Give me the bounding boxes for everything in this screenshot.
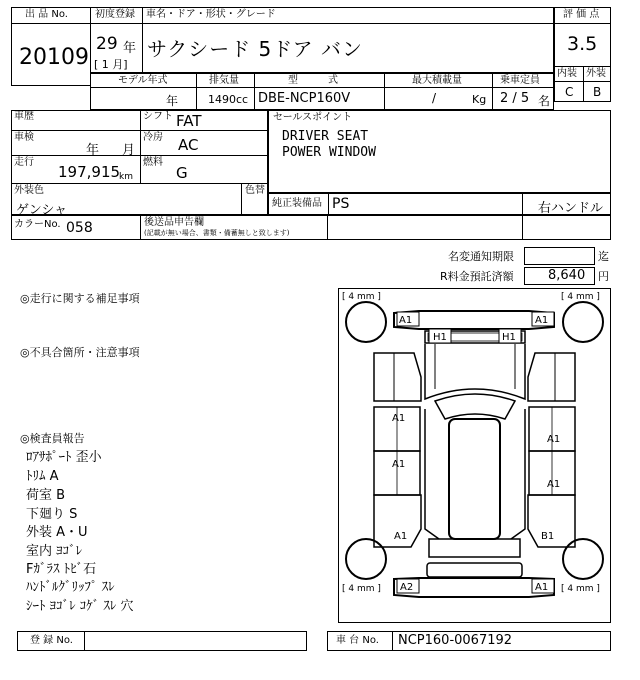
displacement-label: 排気量 xyxy=(209,75,239,86)
roof xyxy=(449,419,500,539)
damage-mark: A1 xyxy=(535,315,549,326)
inspector-item: 外装 A・U xyxy=(26,525,88,540)
fuel-label: 燃料 xyxy=(143,157,163,168)
recycle-fee-amount: 8,640 xyxy=(548,268,586,283)
damage-mark: H1 xyxy=(433,332,447,343)
inspector-item: 荷室 B xyxy=(26,488,66,503)
rear-left-tire-icon xyxy=(346,539,386,579)
first-registration-label: 初度登録 xyxy=(95,9,135,20)
exterior-color: ゲンシャ xyxy=(16,203,68,218)
color-number-label: カラーNo. xyxy=(14,219,61,230)
ac-label: 冷房 xyxy=(143,132,163,143)
genuine-equipment-value: PS xyxy=(332,196,350,212)
damage-mark: A1 xyxy=(547,434,561,445)
ac-value: AC xyxy=(178,136,199,154)
registration-number-label: 登 録 No. xyxy=(30,635,73,646)
damage-diagram xyxy=(338,288,611,623)
documents-label: 後送品申告欄 xyxy=(144,217,204,228)
model-code-label: 型 式 xyxy=(288,75,338,86)
max-load-label: 最大積載量 xyxy=(412,75,462,86)
right-front-fender xyxy=(528,353,575,401)
damage-mark: A1 xyxy=(547,479,561,490)
damage-mark: B1 xyxy=(541,531,555,542)
tire-depth-rr: [ 4 mm ] xyxy=(561,584,600,594)
damage-mark: H1 xyxy=(502,332,516,343)
shift-value: FAT xyxy=(176,112,202,130)
exterior-grade: B xyxy=(593,85,602,99)
inspector-item: ﾊﾝﾄﾞﾙｸﾞﾘｯﾌﾟ ｽﾚ xyxy=(26,580,115,595)
history-label: 車歴 xyxy=(14,111,34,122)
overall-score: 3.5 xyxy=(567,33,598,55)
tire-depth-rl: [ 4 mm ] xyxy=(342,584,381,594)
name-change-deadline-box xyxy=(524,247,595,265)
lot-number: 20109 xyxy=(19,45,89,70)
front-left-tire-icon xyxy=(346,302,386,342)
inspector-item: 室内 ﾖｺﾞﾚ xyxy=(26,544,83,559)
chassis-number-label: 車 台 No. xyxy=(336,635,379,646)
recycle-fee-unit: 円 xyxy=(598,270,609,283)
exterior-label: 外装 xyxy=(586,68,606,79)
color-number: 058 xyxy=(66,220,93,236)
max-load-unit: Kg xyxy=(472,93,487,106)
inspection-label: 車検 xyxy=(14,132,34,143)
recycle-fee-label: R料金預託済額 xyxy=(440,270,514,283)
lot-number-label: 出 品 No. xyxy=(25,9,68,20)
displacement-unit: cc xyxy=(236,93,249,106)
steering-side: 右ハンドル xyxy=(538,201,604,216)
damage-mark: A2 xyxy=(400,582,414,593)
capacity-label: 乗車定員 xyxy=(500,75,540,86)
registration-year-unit: 年 xyxy=(123,41,137,56)
inspection-year-unit: 年 xyxy=(86,143,100,158)
inspector-item: ｼｰﾄ ﾖｺﾞﾚ ｺｹﾞ ｽﾚ 穴 xyxy=(26,599,134,614)
car-name: サクシード 5ドア バン xyxy=(147,37,364,61)
defects-label: ◎不具合箇所・注意事項 xyxy=(20,346,140,359)
name-change-deadline-label: 名変通知期限 xyxy=(448,250,514,263)
model-year-label: モデル年式 xyxy=(118,75,168,86)
car-name-label: 車名・ドア・形状・グレード xyxy=(146,9,276,20)
documents-note: (記載が無い場合、書類・備蓄無しと致します) xyxy=(144,229,290,237)
mileage-value: 197,915 xyxy=(58,163,121,181)
sales-point-2: POWER WINDOW xyxy=(282,145,376,160)
color-number-row xyxy=(11,215,611,240)
inspector-item: ﾄﾘﾑ A xyxy=(26,469,59,484)
genuine-equipment-label: 純正装備品 xyxy=(272,198,322,209)
front-right-tire-icon xyxy=(563,302,603,342)
interior-grade: C xyxy=(565,85,574,99)
left-front-fender xyxy=(374,353,421,401)
sales-point-1: DRIVER SEAT xyxy=(282,129,369,144)
interior-label: 内装 xyxy=(557,68,577,79)
damage-mark: A1 xyxy=(399,315,413,326)
inspector-item: Fｶﾞﾗｽ ﾄﾋﾞ石 xyxy=(26,562,97,577)
tire-depth-fl: [ 4 mm ] xyxy=(342,292,381,302)
tire-depth-fr: [ 4 mm ] xyxy=(561,292,600,302)
registration-year: 29 xyxy=(96,34,118,54)
model-year-unit: 年 xyxy=(166,94,179,108)
rear-hatch xyxy=(429,539,520,557)
damage-mark: A1 xyxy=(535,582,549,593)
mileage-label: 走行 xyxy=(14,157,34,168)
mileage-unit: km xyxy=(119,172,133,182)
displacement-value: 1490 xyxy=(208,93,236,106)
model-code: DBE-NCP160V xyxy=(258,91,351,106)
damage-mark: A1 xyxy=(394,531,408,542)
inspector-item: 下廻り S xyxy=(26,507,78,522)
name-change-deadline-unit: 迄 xyxy=(598,250,609,263)
score-label: 評 価 点 xyxy=(563,9,600,20)
inspector-report-label: ◎検査員報告 xyxy=(20,432,85,445)
inspector-item: ﾛｱｻﾎﾟｰﾄ 歪小 xyxy=(26,450,102,465)
exterior-color-label: 外装色 xyxy=(14,185,44,196)
max-load-value: / xyxy=(432,91,437,105)
shift-label: シフト xyxy=(143,111,173,122)
windshield xyxy=(435,394,515,419)
inspection-month-unit: 月 xyxy=(122,143,136,158)
capacity-value: 2 / 5 xyxy=(500,91,530,106)
chassis-number: NCP160-0067192 xyxy=(398,633,513,648)
capacity-unit: 名 xyxy=(538,94,551,108)
registration-month: [ 1 月] xyxy=(94,58,128,71)
color-change-label: 色替 xyxy=(245,185,265,196)
rear-right-tire-icon xyxy=(563,539,603,579)
damage-mark: A1 xyxy=(392,459,406,470)
driving-notes-label: ◎走行に関する補足事項 xyxy=(20,292,140,305)
sales-points-label: セールスポイント xyxy=(273,112,353,123)
damage-mark: A1 xyxy=(392,413,406,424)
fuel-value: G xyxy=(176,164,188,182)
